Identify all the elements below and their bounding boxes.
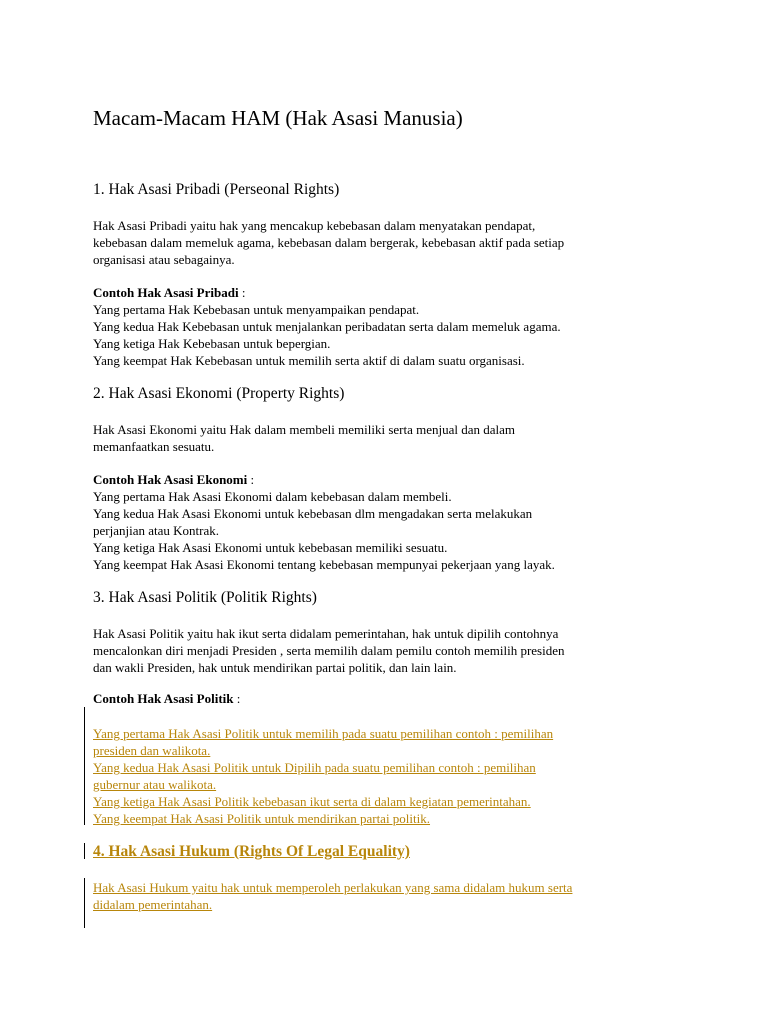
section-heading-4[interactable]: 4. Hak Asasi Hukum (Rights Of Legal Equality) — [93, 843, 410, 860]
section-heading-2: 2. Hak Asasi Ekonomi (Property Rights) — [93, 385, 345, 402]
list-item: perjanjian atau Kontrak. — [93, 523, 219, 538]
example-label: Contoh Hak Asasi Pribadi : — [93, 285, 246, 300]
list-item: Yang keempat Hak Kebebasan untuk memilih serta aktif di dalam suatu organisasi. — [93, 353, 525, 368]
list-item: Yang ketiga Hak Asasi Ekonomi untuk kebebasan memiliki sesuatu. — [93, 540, 448, 555]
list-item: Yang ketiga Hak Kebebasan untuk bepergian. — [93, 336, 331, 351]
list-item: Yang pertama Hak Asasi Ekonomi dalam kebebasan dalam membeli. — [93, 489, 452, 504]
section-paragraph-1: Hak Asasi Pribadi yaitu hak yang mencakup kebebasan dalam menyatakan pendapat, kebebasan dalam memeluk agama, kebebasan dalam bergerak, kebebasan aktif pada setiap organisasi atau sebagainya. — [93, 218, 565, 267]
document-title: Macam-Macam HAM (Hak Asasi Manusia) — [93, 106, 463, 130]
example-list-1 — [93, 284, 561, 369]
section-paragraph-4 — [93, 879, 572, 913]
example-label: Contoh Hak Asasi Politik : — [93, 691, 241, 706]
list-item: Yang keempat Hak Asasi Ekonomi tentang kebebasan mempunyai pekerjaan yang layak. — [93, 557, 555, 572]
example-list-3 — [93, 725, 553, 827]
example-list-2 — [93, 471, 555, 573]
list-item-link[interactable]: Yang keempat Hak Asasi Politik untuk mendirikan partai politik. — [93, 811, 431, 826]
section-paragraph-2: Hak Asasi Ekonomi yaitu Hak dalam membeli memiliki serta menjual dan dalam memanfaatkan sesuatu. — [93, 422, 516, 454]
revision-bar — [84, 843, 85, 859]
section-heading-3: 3. Hak Asasi Politik (Politik Rights) — [93, 589, 317, 606]
section-paragraph-3: Hak Asasi Politik yaitu hak ikut serta didalam pemerintahan, hak untuk dipilih contohnya mencalonkan diri menjadi Presiden , serta memilih dalam pemilu contoh memilih presiden dan wakli Presiden, hak untuk mendirikan partai politik, dan lain lain. — [93, 626, 565, 675]
paragraph-link[interactable]: Hak Asasi Hukum yaitu hak untuk memperoleh perlakukan yang sama didalam hukum serta — [93, 880, 573, 895]
list-item-link[interactable]: presiden dan walikota. — [93, 743, 211, 758]
revision-bar — [84, 878, 85, 928]
list-item-link[interactable]: Yang pertama Hak Asasi Politik untuk memilih pada suatu pemilihan contoh : pemilihan — [93, 726, 554, 741]
example-list-3-label — [93, 690, 240, 707]
list-item: Yang pertama Hak Kebebasan untuk menyampaikan pendapat. — [93, 302, 420, 317]
example-label: Contoh Hak Asasi Ekonomi : — [93, 472, 255, 487]
revision-bar — [84, 707, 85, 825]
paragraph-link[interactable]: didalam pemerintahan. — [93, 897, 213, 912]
list-item-link[interactable]: Yang ketiga Hak Asasi Politik kebebasan ikut serta di dalam kegiatan pemerintahan. — [93, 794, 531, 809]
list-item-link[interactable]: gubernur atau walikota. — [93, 777, 217, 792]
section-heading-1: 1. Hak Asasi Pribadi (Perseonal Rights) — [93, 181, 340, 198]
list-item: Yang kedua Hak Asasi Ekonomi untuk kebebasan dlm mengadakan serta melakukan — [93, 506, 533, 521]
list-item: Yang kedua Hak Kebebasan untuk menjalankan peribadatan serta dalam memeluk agama. — [93, 319, 561, 334]
list-item-link[interactable]: Yang kedua Hak Asasi Politik untuk Dipilih pada suatu pemilihan contoh : pemilihan — [93, 760, 536, 775]
